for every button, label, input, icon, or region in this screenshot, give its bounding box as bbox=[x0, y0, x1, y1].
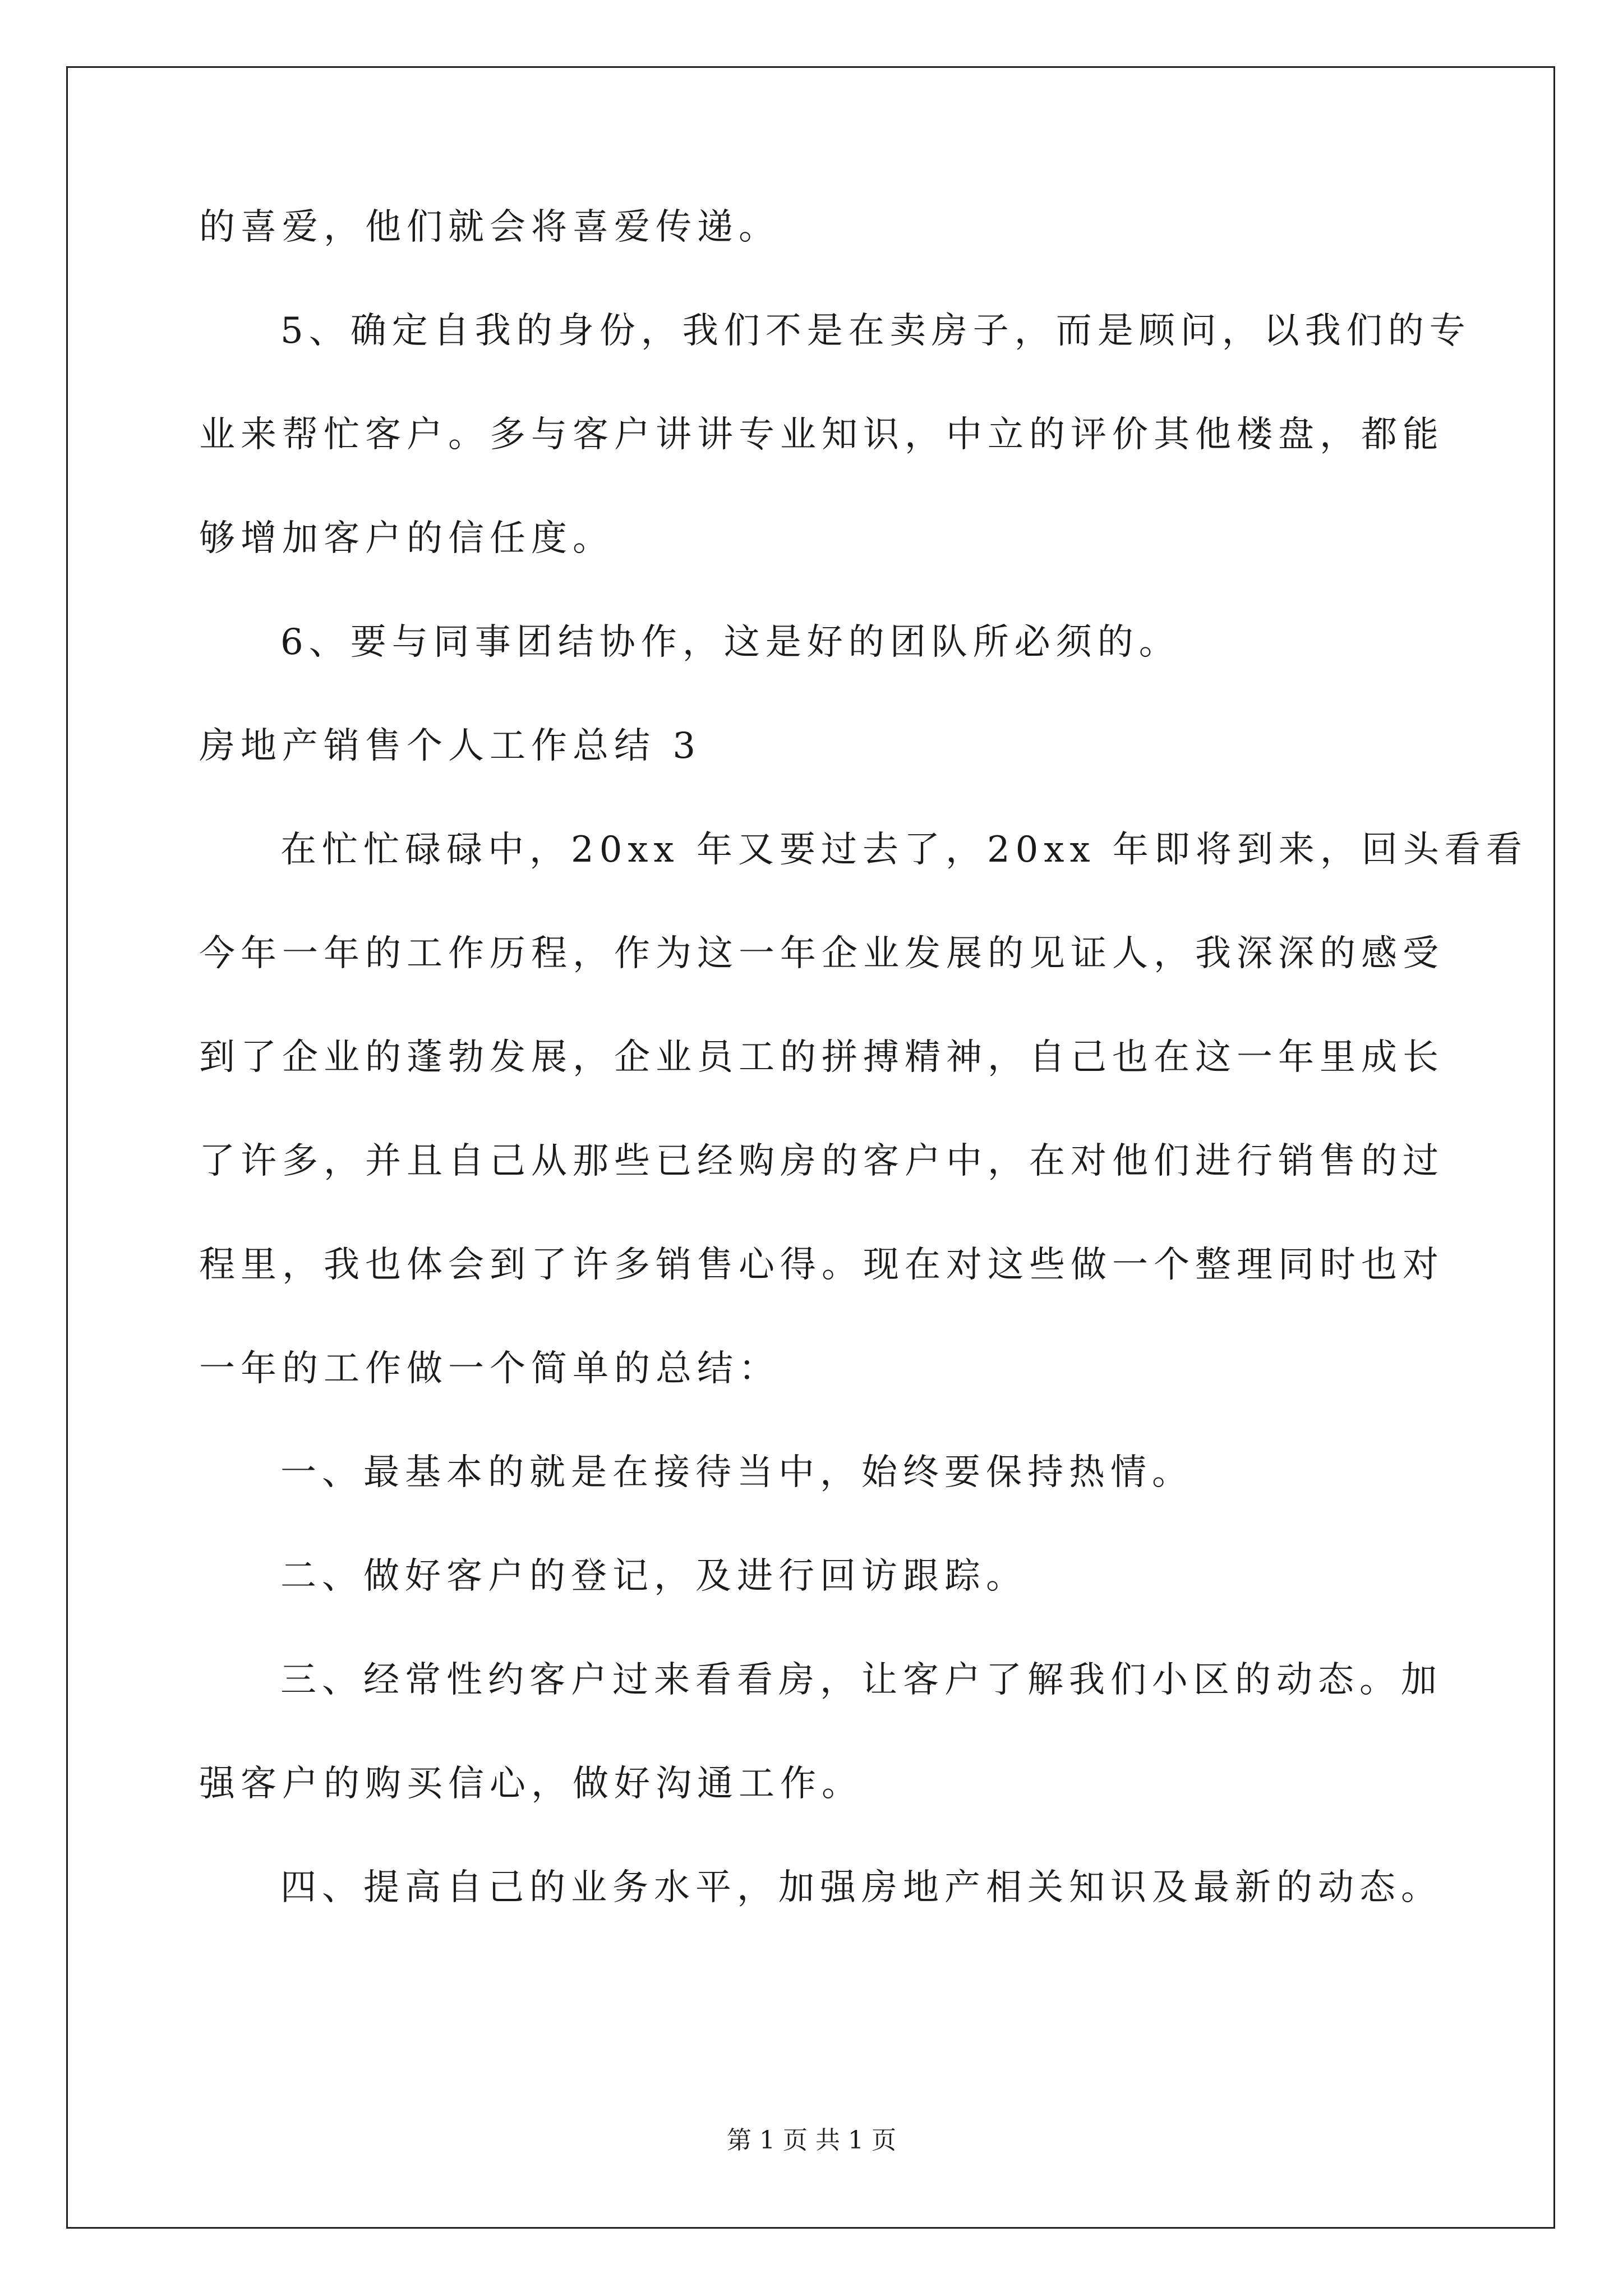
text-line: 6、要与同事团结协作，这是好的团队所必须的。 bbox=[280, 622, 1181, 663]
text-line: 业来帮忙客户。多与客户讲讲专业知识，中立的评价其他楼盘，都能 bbox=[199, 414, 1444, 455]
text-line: 一年的工作做一个简单的总结： bbox=[199, 1348, 780, 1389]
text-line: 今年一年的工作历程，作为这一年企业发展的见证人，我深深的感受 bbox=[199, 933, 1444, 974]
text-line: 5、确定自我的身份，我们不是在卖房子，而是顾问，以我们的专 bbox=[280, 310, 1471, 352]
text-line: 到了企业的蓬勃发展，企业员工的拼搏精神，自己也在这一年里成长 bbox=[199, 1037, 1444, 1078]
page-footer: 第 1 页 共 1 页 bbox=[727, 2126, 896, 2155]
text-line: 强客户的购买信心，做好沟通工作。 bbox=[199, 1763, 863, 1805]
text-line: 程里，我也体会到了许多销售心得。现在对这些做一个整理同时也对 bbox=[199, 1244, 1444, 1286]
section-heading: 房地产销售个人工作总结 3 bbox=[199, 725, 702, 767]
text-line: 在忙忙碌碌中，20xx 年又要过去了，20xx 年即将到来，回头看看 bbox=[280, 829, 1528, 871]
text-line: 的喜爱，他们就会将喜爱传递。 bbox=[199, 206, 780, 248]
text-line: 够增加客户的信任度。 bbox=[199, 518, 614, 559]
text-line: 一、最基本的就是在接待当中，始终要保持热情。 bbox=[280, 1452, 1193, 1493]
text-line: 二、做好客户的登记，及进行回访跟踪。 bbox=[280, 1556, 1027, 1597]
text-line: 了许多，并且自己从那些已经购房的客户中，在对他们进行销售的过 bbox=[199, 1140, 1444, 1182]
text-line: 三、经常性约客户过来看看房，让客户了解我们小区的动态。加 bbox=[280, 1659, 1442, 1701]
text-line: 四、提高自己的业务水平，加强房地产相关知识及最新的动态。 bbox=[280, 1867, 1442, 1908]
